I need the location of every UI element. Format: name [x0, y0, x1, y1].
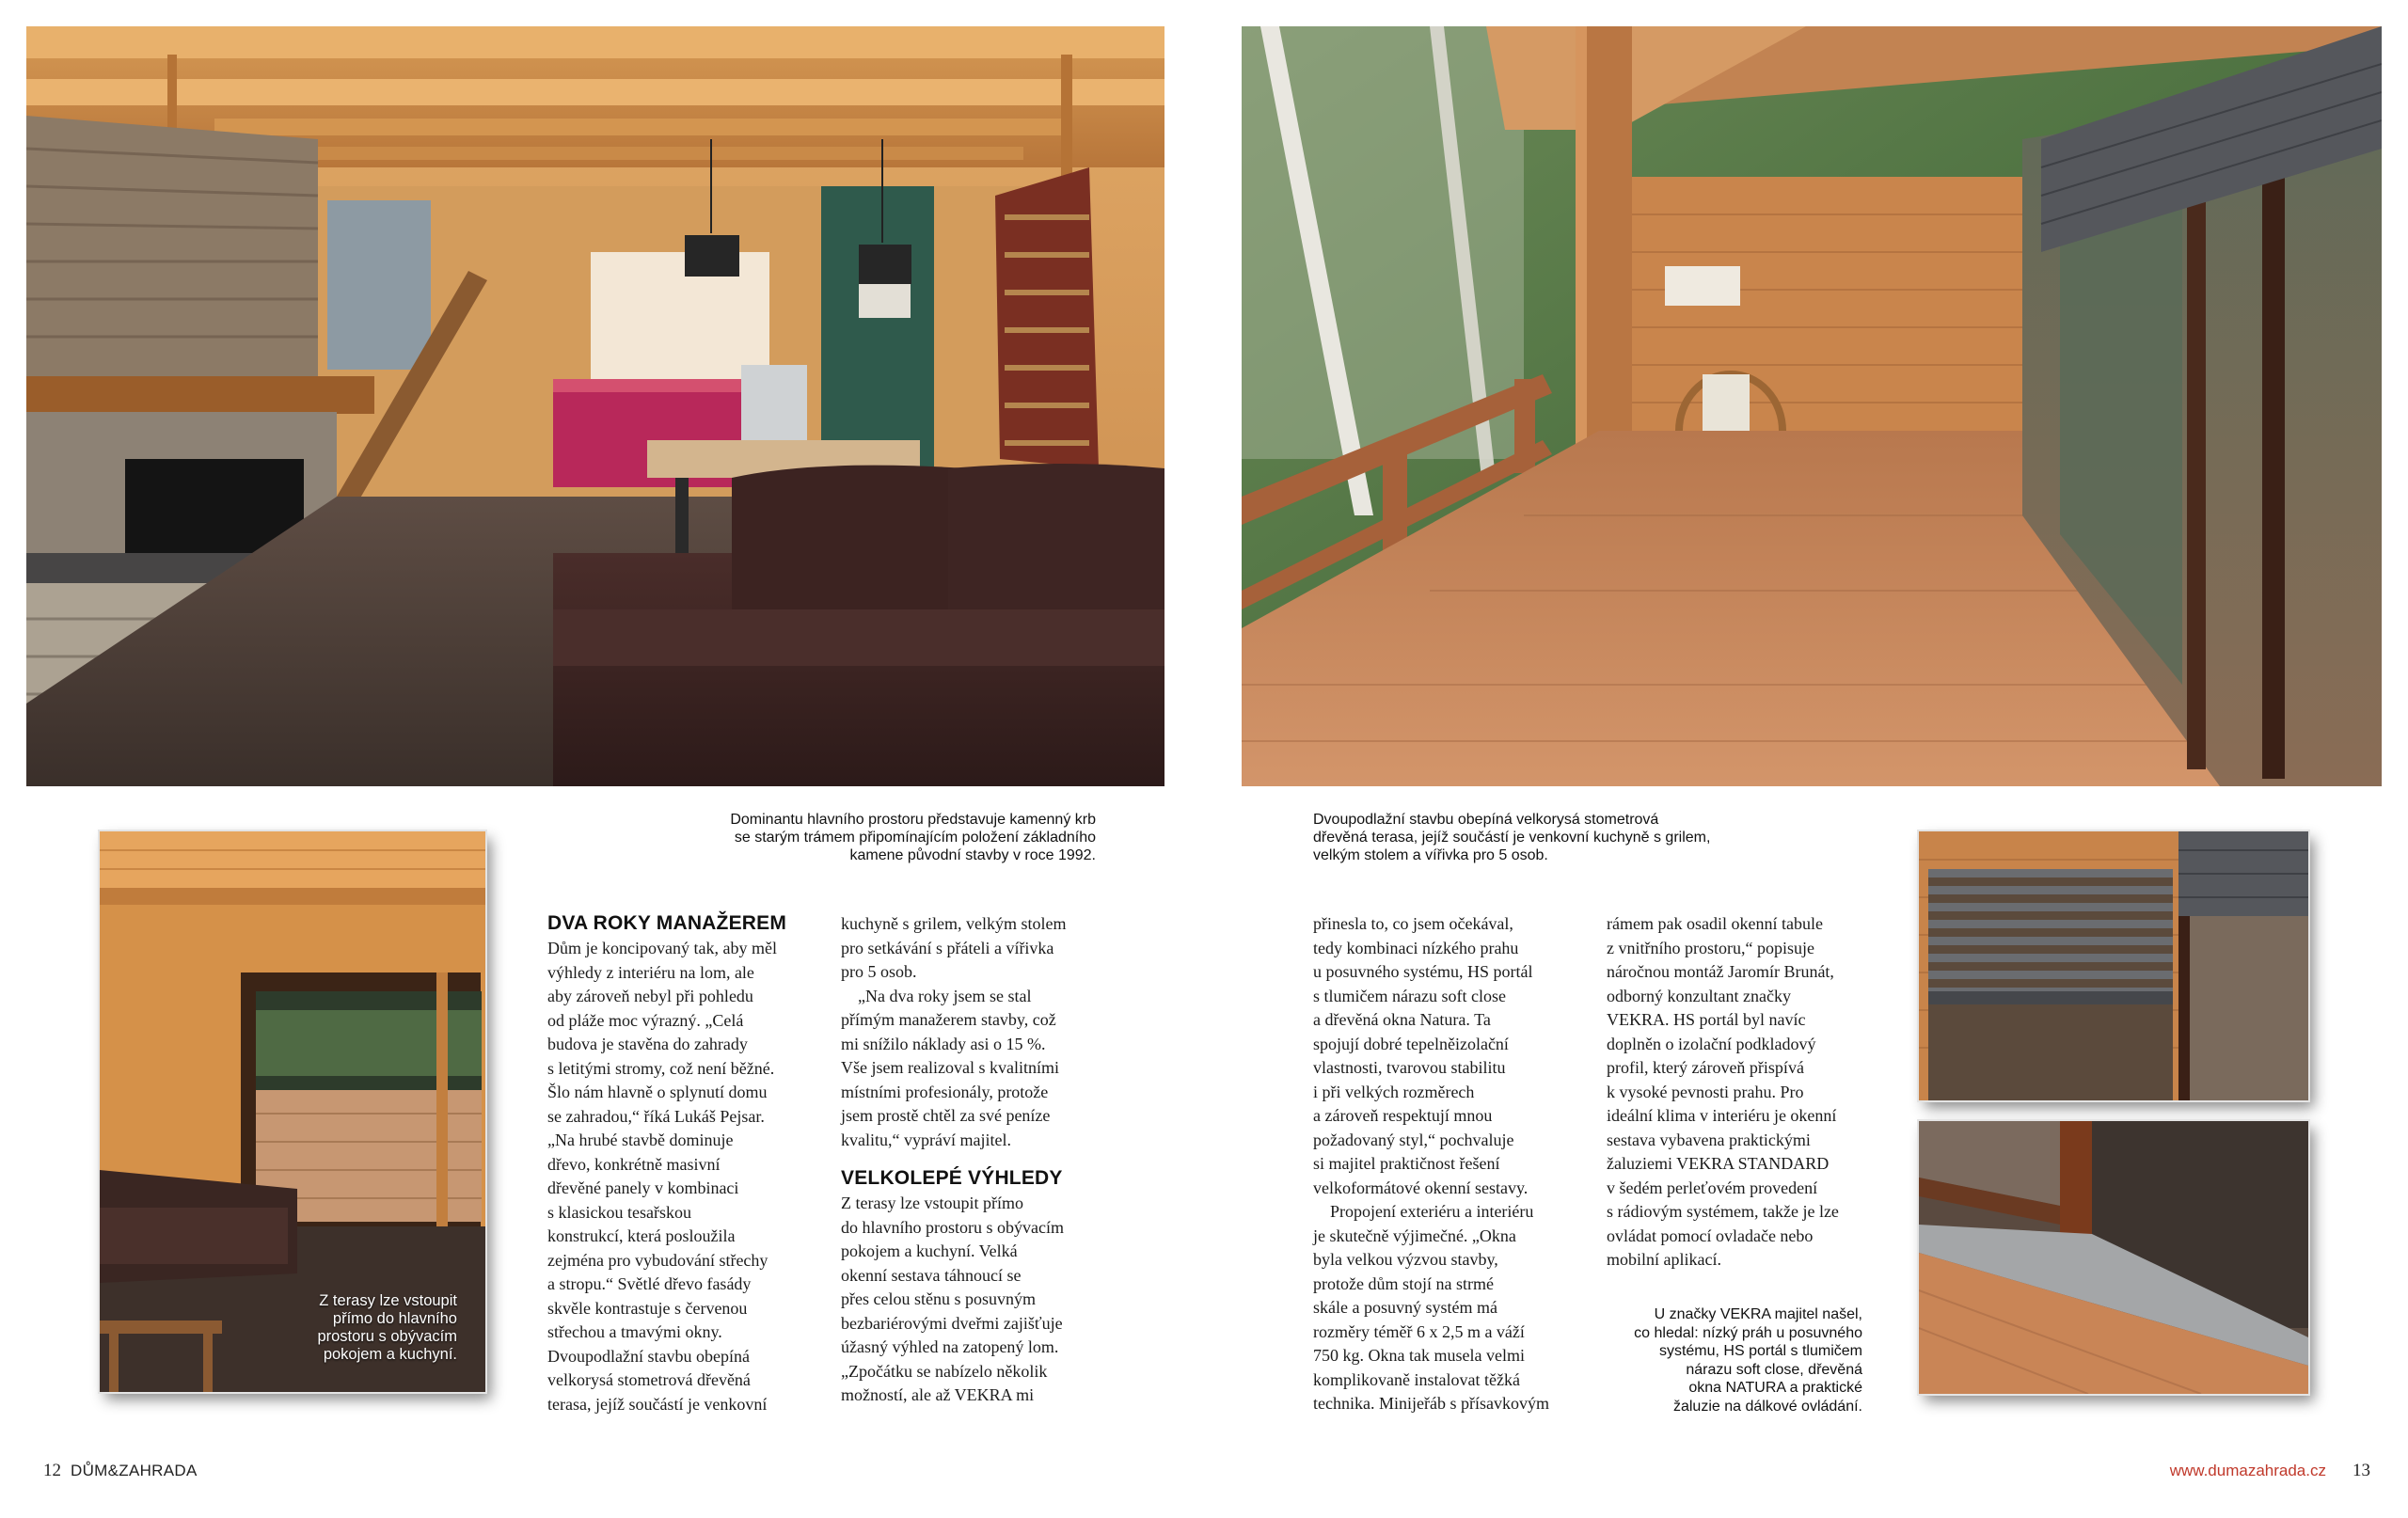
caption-line: velkým stolem a vířivka pro 5 osob. [1313, 847, 1548, 863]
terrace-caption [1313, 811, 1802, 864]
text-line: pro setkávání s přáteli a vířivka [841, 938, 1054, 957]
text-line: odborný konzultant značky [1607, 986, 1791, 1005]
caption-line: U značky VEKRA majitel našel, [1654, 1306, 1862, 1322]
text-line: místními profesionály, protože [841, 1082, 1049, 1101]
text-line: z vnitřního prostoru,“ popisuje [1607, 938, 1814, 957]
text-line: ideální klima v interiéru je okenní [1607, 1106, 1837, 1125]
magazine-name: DŮM&ZAHRADA [71, 1462, 198, 1479]
text-line: od pláže moc výrazný. „Celá [547, 1010, 744, 1030]
text-line: okenní sestava táhnoucí se [841, 1265, 1022, 1285]
text-line: aby zároveň nebyl při pohledu [547, 987, 753, 1005]
text-line: přímým manažerem stavby, což [841, 1010, 1056, 1029]
caption-line: se starým trámem připomínajícím položení základního [734, 830, 1096, 846]
caption-line: co hledal: nízký práh u posuvného [1634, 1324, 1862, 1341]
text-line: skvěle kontrastuje s červenou [547, 1298, 748, 1318]
text-line: „Zpočátku se nabízelo několik [841, 1361, 1048, 1381]
caption-line: prostoru s obývacím [317, 1328, 457, 1345]
terrace-photo [1242, 26, 2382, 786]
text-line: střechou a tmavými okny. [547, 1322, 722, 1341]
text-line: rámem pak osadil okenní tabule [1607, 914, 1823, 933]
text-line: i při velkých rozměrech [1313, 1082, 1475, 1101]
text-line: vlastnosti, tvarovou stabilitu [1313, 1058, 1506, 1077]
text-line: náročnou montáž Jaromír Brunát, [1607, 962, 1834, 981]
text-line: konstrukcí, která posloužila [547, 1226, 736, 1245]
caption-line: kamene původní stavby v roce 1992. [849, 847, 1096, 863]
text-line: požadovaný styl,“ pochvaluje [1313, 1130, 1514, 1149]
text-line: u posuvného systému, HS portál [1313, 962, 1533, 981]
text-line: je skutečně výjimečné. „Okna [1313, 1225, 1516, 1245]
text-line: mobilní aplikací. [1607, 1250, 1721, 1269]
caption-line: přímo do hlavního [332, 1310, 457, 1327]
text-line: byla velkou výzvou stavby, [1313, 1250, 1498, 1269]
text-line: Dům je koncipovaný tak, aby měl [547, 939, 777, 957]
text-line: se zahradou,“ říká Lukáš Pejsar. [547, 1106, 765, 1126]
text-line: protože dům stojí na strmé [1313, 1273, 1494, 1293]
text-line: bezbariérovými dveřmi zajišťuje [841, 1313, 1063, 1333]
text-line: budova je stavěna do zahrady [547, 1035, 748, 1053]
text-line: tedy kombinaci nízkého prahu [1313, 938, 1519, 957]
text-line: „Na hrubé stavbě dominuje [547, 1131, 734, 1149]
text-line: technika. Minijeřáb s přísavkovým [1313, 1394, 1549, 1413]
text-line: zejména pro vybudování střechy [547, 1250, 768, 1270]
caption-line: pokojem a kuchyní. [323, 1346, 457, 1363]
blinds-photo-icon [1919, 831, 2308, 1100]
text-line: a dřevěná okna Natura. Ta [1313, 1010, 1491, 1029]
footer-left [43, 1461, 198, 1481]
text-line: kvalitu,“ vypráví majitel. [841, 1130, 1011, 1149]
text-line: dřevo, konkrétně masivní [547, 1154, 721, 1174]
text-line: s klasickou tesařskou [547, 1202, 691, 1222]
website-link[interactable]: www.dumazahrada.cz [2169, 1462, 2326, 1479]
caption-line: Dvoupodlažní stavbu obepíná velkorysá stometrová [1313, 812, 1659, 828]
text-line: Propojení exteriéru a interiéru [1313, 1202, 1534, 1221]
text-line: přes celou stěnu s posuvným [841, 1289, 1036, 1308]
text-line: jsem prostě chtěl za své peníze [841, 1106, 1051, 1125]
text-line: skále a posuvný systém má [1313, 1298, 1497, 1317]
doorway-overlay-caption [273, 1292, 457, 1364]
threshold-photo-icon [1919, 1121, 2308, 1394]
text-line: ovládat pomocí ovladače nebo [1607, 1225, 1814, 1245]
text-line: výhledy z interiéru na lom, ale [547, 962, 754, 982]
interior-photo-icon [26, 26, 1164, 786]
text-line: a stropu.“ Světlé dřevo fasády [547, 1274, 752, 1293]
caption-line: nárazu soft close, dřevěná [1686, 1361, 1862, 1378]
footer-right [2170, 1461, 2370, 1481]
text-line: kuchyně s grilem, velkým stolem [841, 914, 1067, 933]
caption-line: Dominantu hlavního prostoru představuje kamenný krb [730, 812, 1096, 828]
terrace-photo-icon [1242, 26, 2382, 786]
text-line: do hlavního prostoru s obývacím [841, 1217, 1064, 1237]
text-line: úžasný výhled na zatopený lom. [841, 1337, 1059, 1356]
text-line: s rádiovým systémem, takže je lze [1607, 1202, 1839, 1221]
text-line: komplikovaně instalovat těžká [1313, 1369, 1520, 1389]
page-number-left: 12 [43, 1461, 61, 1480]
text-line: mi snížilo náklady asi o 15 %. [841, 1034, 1046, 1053]
text-line: „Na dva roky jsem se stal [841, 986, 1032, 1005]
text-line: Dvoupodlažní stavbu obepíná [547, 1346, 750, 1366]
page-number-right: 13 [2353, 1461, 2370, 1480]
text-line: v šedém perleťovém provedení [1607, 1178, 1818, 1197]
section-heading: DVA ROKY MANAŽEREM [547, 912, 787, 934]
text-line: profil, který zároveň přispívá [1607, 1058, 1804, 1077]
section-heading: VELKOLEPÉ VÝHLEDY [841, 1167, 1063, 1189]
blinds-photo [1919, 831, 2308, 1100]
text-line: si majitel praktičnost řešení [1313, 1154, 1500, 1173]
vekra-caption [1552, 1305, 1862, 1415]
text-line: přinesla to, co jsem očekával, [1313, 914, 1513, 933]
text-line: doplněn o izolační podkladový [1607, 1034, 1816, 1053]
text-line: rozměry téměř 6 x 2,5 m a váží [1313, 1321, 1525, 1341]
caption-line: systému, HS portál s tlumičem [1658, 1343, 1862, 1359]
text-line: žaluziemi VEKRA STANDARD [1607, 1154, 1830, 1173]
text-line: Vše jsem realizoval s kvalitními [841, 1058, 1059, 1077]
text-line: dřevěné panely v kombinaci [547, 1178, 739, 1197]
text-line: pokojem a kuchyní. Velká [841, 1241, 1018, 1260]
caption-line: Z terasy lze vstoupit [319, 1292, 457, 1309]
caption-line: okna NATURA a praktické [1688, 1380, 1862, 1396]
caption-line: dřevěná terasa, jejíž součástí je venkovní kuchyně s grilem, [1313, 830, 1711, 846]
text-line: s letitými stromy, což není běžné. [547, 1058, 775, 1078]
text-line: Z terasy lze vstoupit přímo [841, 1194, 1023, 1212]
text-line: spojují dobré tepelněizolační [1313, 1034, 1509, 1053]
text-line: sestava vybavena praktickými [1607, 1130, 1811, 1149]
text-line: možností, ale až VEKRA mi [841, 1385, 1035, 1404]
caption-line: žaluzie na dálkové ovládání. [1672, 1398, 1862, 1415]
text-line: VEKRA. HS portál byl navíc [1607, 1010, 1806, 1029]
text-line: terasa, jejíž součástí je venkovní [547, 1394, 768, 1414]
text-line: velkoformátové okenní sestavy. [1313, 1178, 1529, 1197]
text-line: pro 5 osob. [841, 962, 917, 981]
text-line: velkorysá stometrová dřevěná [547, 1370, 751, 1389]
article-column-4 [1607, 912, 1889, 1273]
text-line: 750 kg. Okna tak musela velmi [1313, 1346, 1525, 1365]
threshold-photo [1919, 1121, 2308, 1394]
text-line: Šlo nám hlavně o splynutí domu [547, 1083, 768, 1101]
text-line: k vysoké pevnosti prahu. Pro [1607, 1082, 1804, 1101]
living-room-caption [602, 811, 1096, 864]
article-column-2 [841, 912, 1123, 1408]
text-line: s tlumičem nárazu soft close [1313, 986, 1506, 1005]
text-line: a zároveň respektují mnou [1313, 1106, 1493, 1125]
article-column-1 [547, 910, 830, 1416]
living-room-photo [26, 26, 1164, 786]
